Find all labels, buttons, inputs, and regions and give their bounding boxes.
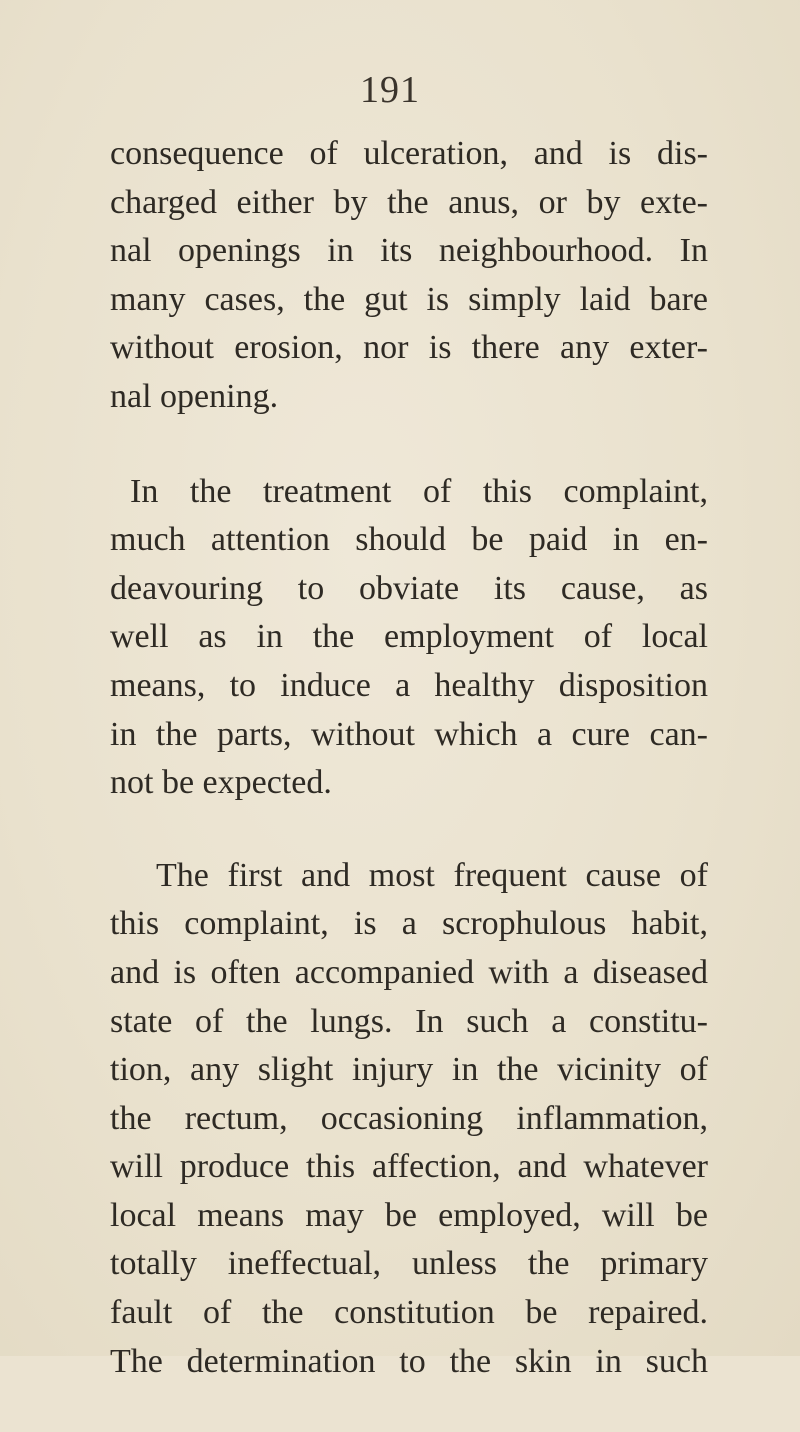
text-line: state of the lungs. In such a constitu- [110, 1002, 708, 1040]
text-line: well as in the employment of local [110, 618, 708, 656]
body-text [110, 130, 708, 1432]
text-line: In the treatment of this complaint, [130, 472, 708, 510]
text-line: nal openings in its neighbourhood. In [110, 232, 708, 270]
text-line: charged either by the anus, or by exte- [110, 183, 708, 221]
text-line: tion, any slight injury in the vicinity of [110, 1051, 708, 1089]
paragraph-3 [110, 852, 708, 1387]
text-line: totally ineffectual, unless the primary [110, 1245, 708, 1283]
page-number: 191 [360, 69, 420, 111]
text-line: in the parts, without which a cure can- [110, 715, 708, 753]
text-line: much attention should be paid in en- [110, 521, 708, 559]
text-line: The determination to the skin in such [110, 1342, 708, 1380]
text-line: fault of the constitution be repaired. [110, 1294, 708, 1332]
text-line: means, to induce a healthy disposition [110, 666, 708, 704]
text-line: the rectum, occasioning inflammation, [110, 1099, 708, 1137]
text-line: without erosion, nor is there any exter- [110, 329, 708, 367]
text-line: local means may be employed, will be [110, 1196, 708, 1234]
text-line: nal opening. [110, 377, 279, 415]
text-line: this complaint, is a scrophulous habit, [110, 905, 708, 943]
text-line: The first and most frequent cause of [156, 856, 708, 894]
paragraph-1 [110, 130, 708, 422]
text-line: many cases, the gut is simply laid bare [110, 280, 708, 318]
text-line: consequence of ulceration, and is dis- [110, 135, 708, 172]
text-line: deavouring to obviate its cause, as [110, 569, 708, 607]
text-line: not be expected. [110, 764, 332, 802]
paragraph-2 [110, 468, 708, 808]
text-line: and is often accompanied with a diseased [110, 953, 708, 991]
text-line: will produce this affection, and whatever [110, 1148, 708, 1186]
